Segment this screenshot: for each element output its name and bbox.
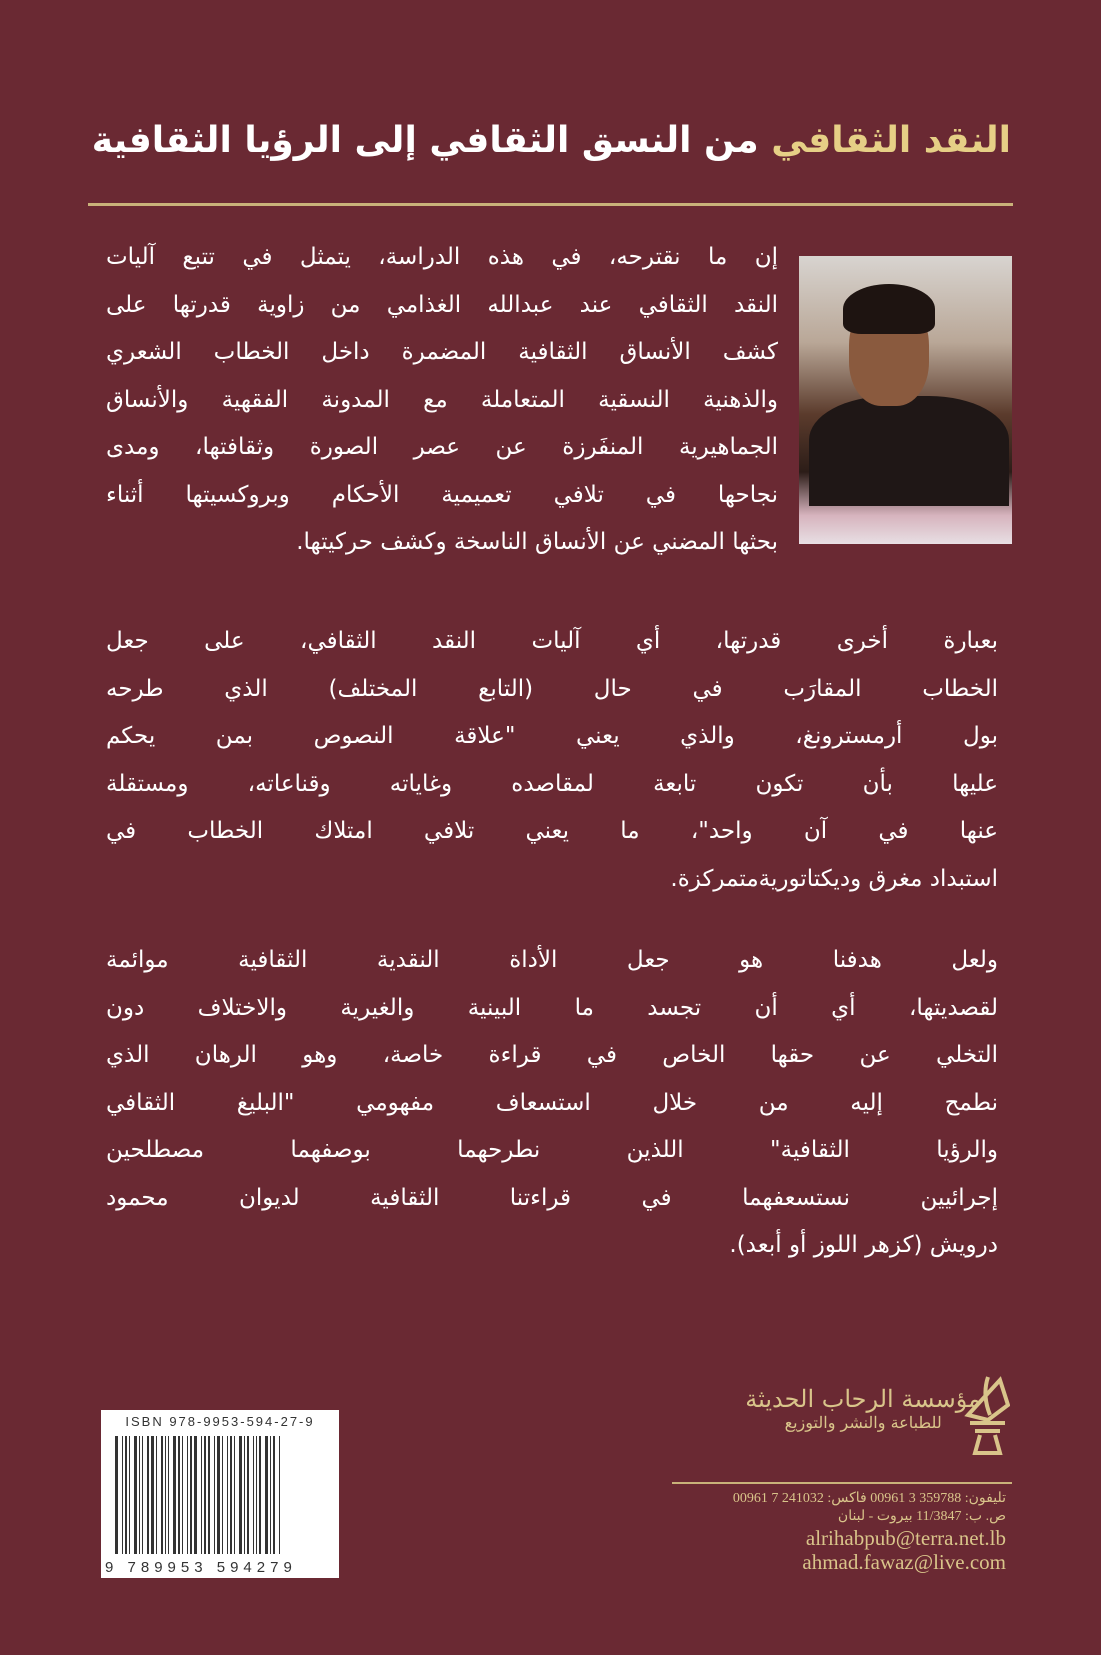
publisher-contact <box>733 1490 1006 1574</box>
barcode-bar <box>182 1436 183 1554</box>
barcode-bar <box>151 1436 154 1554</box>
barcode-bar <box>201 1436 202 1554</box>
barcode-bar <box>139 1436 140 1554</box>
barcode-bar <box>115 1436 118 1554</box>
title-highlight: النقد الثقافي <box>771 120 1011 161</box>
blurb-line: الجماهيرية المنفَرزة عن عصر الصورة وثقافتها، ومدى <box>106 434 778 460</box>
isbn-barcode <box>101 1410 339 1578</box>
barcode-bar <box>190 1436 192 1554</box>
blurb-line: النقد الثقافي عند عبدالله الغذامي من زاوية قدرتها على <box>106 291 778 318</box>
publisher-name <box>745 1385 981 1432</box>
barcode-bar <box>204 1436 206 1554</box>
barcode-bar <box>161 1436 163 1554</box>
cover-title <box>92 120 1011 161</box>
blurb-line: لقصديتها، أي أن تجسد ما البينية والغيرية والاختلاف دون <box>106 994 998 1021</box>
barcode-bar <box>253 1436 254 1554</box>
blurb-line: ولعل هدفنا هو جعل الأداة النقدية الثقافية موائمة <box>106 947 998 973</box>
blurb-line: والرؤيا الثقافية" اللذين نطرحهما بوصفهما مصطلحين <box>106 1137 998 1163</box>
barcode-bar <box>134 1436 137 1554</box>
barcode-bar <box>142 1436 143 1554</box>
publisher-name-text: مؤسسة الرحاب الحديثة <box>745 1385 981 1413</box>
publisher-tagline: للطباعة والنشر والتوزيع <box>784 1413 942 1432</box>
blurb-line: عنها في آن واحد"، ما يعني تلافي امتلاك الخطاب في <box>106 818 998 844</box>
barcode-bar <box>129 1436 130 1554</box>
barcode-bar <box>156 1436 157 1554</box>
po-box: ص. ب: 11/3847 بيروت - لبنان <box>837 1509 1006 1524</box>
barcode-bar <box>222 1436 223 1554</box>
barcode-bar <box>273 1436 275 1554</box>
barcode-bars <box>115 1436 329 1554</box>
title-rest: من النسق الثقافي إلى الرؤيا الثقافية <box>91 120 772 161</box>
photo-hair <box>843 284 935 334</box>
blurb-paragraph-3 <box>106 937 998 1270</box>
blurb-paragraph-1 <box>106 234 778 567</box>
blurb-line: نطمح إليه من خلال استسعاف مفهومي "البليغ الثقافي <box>106 1089 998 1116</box>
blurb-line: بول أرمسترونغ، والذي يعني "علاقة النصوص بمن يحكم <box>106 723 998 749</box>
barcode-bar <box>270 1436 271 1554</box>
barcode-bar <box>279 1436 280 1554</box>
author-photo <box>799 256 1012 544</box>
barcode-bar <box>168 1436 169 1554</box>
blurb-line: عليها بأن تكون تابعة لمقاصده وغاياته وقناعاته، ومستقلة <box>106 770 998 797</box>
barcode-bar <box>194 1436 197 1554</box>
barcode-bar <box>187 1436 188 1554</box>
publisher-divider <box>672 1482 1012 1484</box>
barcode-bar <box>217 1436 220 1554</box>
blurb-line: استبداد مغرق وديكتاتوريةمتمركزة. <box>670 865 998 892</box>
barcode-bar <box>265 1436 268 1554</box>
barcode-bar <box>173 1436 176 1554</box>
isbn-text: ISBN 978-9953-594-27-9 <box>125 1414 315 1429</box>
barcode-bar <box>122 1436 123 1554</box>
email-2: ahmad.fawaz@live.com <box>802 1550 1006 1574</box>
blurb-line: والذهنية النسقية المتعاملة مع المدونة الفقهية والأنساق <box>106 386 778 413</box>
blurb-line: بحثها المضني عن الأنساق الناسخة وكشف حركيتها. <box>296 529 778 555</box>
title-divider <box>88 203 1013 206</box>
blurb-line: إجرائيين نستسعفهما في قراءتنا الثقافية لديوان محمود <box>106 1184 998 1211</box>
blurb-line: التخلي عن حقها الخاص في قراءة خاصة، وهو الرهان الذي <box>106 1042 998 1068</box>
barcode-bar <box>244 1436 245 1554</box>
barcode-bar <box>125 1436 127 1554</box>
barcode-bar <box>256 1436 257 1554</box>
barcode-bar <box>239 1436 242 1554</box>
phone-fax: تليفون: 359788 3 00961 فاكس: 241032 7 00961 <box>732 1491 1006 1506</box>
blurb-line: درويش (كزهر اللوز أو أبعد). <box>729 1232 998 1258</box>
barcode-bar <box>165 1436 166 1554</box>
barcode-bar <box>147 1436 149 1554</box>
barcode-bar <box>214 1436 215 1554</box>
blurb-line: بعبارة أخرى قدرتها، أي آليات النقد الثقافي، على جعل <box>106 628 998 654</box>
barcode-bar <box>259 1436 261 1554</box>
blurb-line: نجاحها في تلافي تعميمية الأحكام وبروكسيتها أثناء <box>106 481 778 508</box>
barcode-bar <box>227 1436 228 1554</box>
blurb-line: الخطاب المقارَب في حال (التابع المختلف) الذي طرحه <box>106 675 998 702</box>
barcode-bar <box>247 1436 249 1554</box>
blurb-line: إن ما نقترحه، في هذه الدراسة، يتمثل في تتبع آليات <box>106 244 778 270</box>
blurb-line: كشف الأنساق الثقافية المضمرة داخل الخطاب الشعري <box>106 339 778 365</box>
barcode-digits: 9 789953 594279 <box>105 1559 297 1576</box>
photo-body <box>809 396 1009 506</box>
barcode-bar <box>178 1436 180 1554</box>
blurb-paragraph-2 <box>106 618 998 903</box>
barcode-bar <box>230 1436 232 1554</box>
email-1: alrihabpub@terra.net.lb <box>805 1526 1006 1550</box>
barcode-bar <box>234 1436 235 1554</box>
barcode-bar <box>208 1436 210 1554</box>
